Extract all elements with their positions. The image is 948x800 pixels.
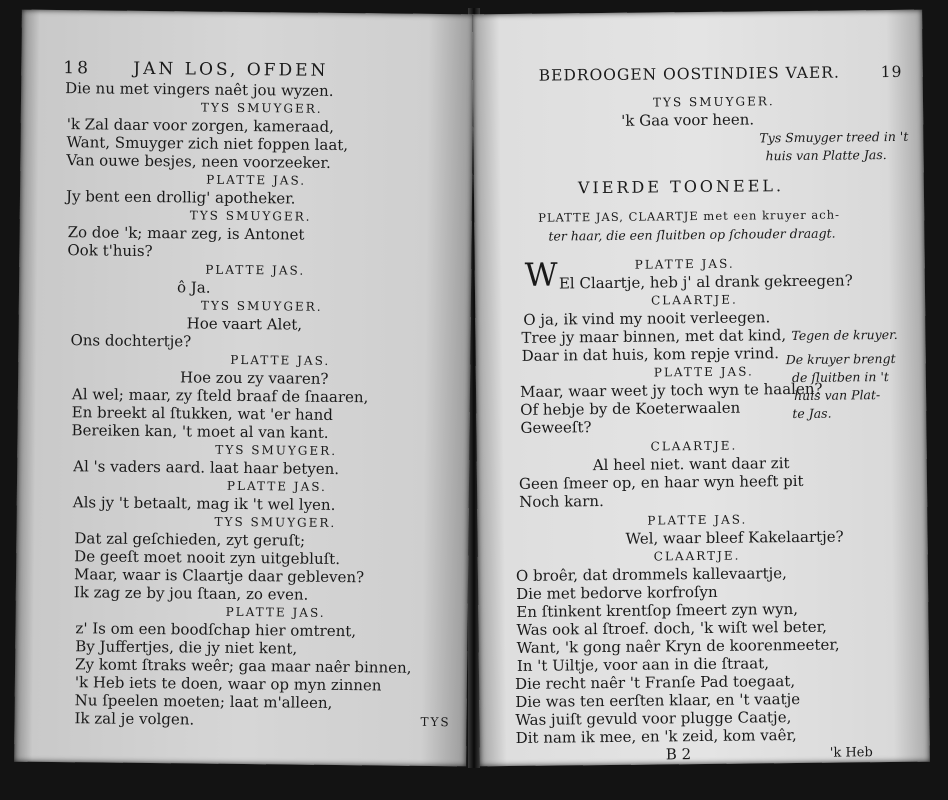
text-line: O broêr, dat drommels kallevaartje,: [515, 564, 787, 585]
text-line: De geeſt moet nooit zyn uitgebluſt.: [74, 547, 341, 569]
text-line: Bereiken kan, 't moet al van kant.: [71, 421, 329, 442]
speaker-name: TYS SMUYGER.: [200, 100, 323, 116]
text-line: Van ouwe besjes, neen voorzeeker.: [66, 151, 331, 172]
running-head: BEDROOGEN OOSTINDIES VAER.: [538, 63, 840, 85]
drop-cap: W: [524, 255, 558, 294]
text-line: Hoe vaart Alet,: [186, 314, 303, 334]
text-line: Zy komt ſtraks weêr; gaa maar naêr binnen,: [75, 655, 412, 677]
speaker-name: TYS SMUYGER.: [214, 514, 337, 530]
text-line: Al heel niet. want daar zit: [592, 454, 790, 475]
page-number: 19: [880, 62, 903, 82]
text-line: O ja, ik vind my nooit verleegen.: [523, 308, 771, 329]
text-line: Hoe zou zy vaaren?: [180, 368, 329, 388]
left-page: [14, 10, 474, 767]
text-line: Dit nam ik mee, en 'k zeid, kom vaêr,: [515, 726, 797, 747]
speaker-name: CLAARTJE.: [653, 548, 741, 564]
text-line: Maar, waar weet jy toch wyn te haalen?: [519, 379, 823, 401]
stage-direction: Tegen de kruyer.: [791, 326, 898, 344]
stage-direction: de ſluitben in 't: [791, 369, 889, 386]
scene-cast-direction: ter haar, die een ſluitben op ſchouder draagt.: [548, 225, 836, 244]
speaker-name: TYS SMUYGER.: [215, 442, 338, 458]
text-line: Zo doe 'k; maar zeg, is Antonet: [67, 223, 305, 244]
speaker-name: PLATTE JAS.: [226, 478, 327, 494]
text-line: Die nu met vingers naêt jou wyzen.: [65, 79, 334, 100]
text-line: 'k Heb iets te doen, waar op myn zinnen: [74, 673, 382, 695]
text-line: Die recht naêr 't Franſe Pad toegaat,: [514, 672, 796, 693]
speaker-name: CLAARTJE.: [650, 438, 738, 454]
text-line: Maar, waar is Claartje daar gebleven?: [73, 565, 365, 587]
signature-mark: B 2: [665, 745, 692, 764]
speaker-name: PLATTE JAS.: [647, 512, 748, 528]
text-line: By Juffertjes, die jy niet kent,: [75, 637, 298, 658]
text-line: In 't Uiltje, voor aan in die ſtraat,: [516, 654, 770, 675]
text-line: Was ook al ſtroef. doch, 'k wiſt wel beter,: [516, 617, 827, 639]
scene-cast: PLATTE JAS, CLAARTJE met een kruyer ach-: [538, 207, 841, 225]
text-line: Wel, waar bleef Kakelaartje?: [625, 527, 844, 548]
text-line: Jy bent een drollig' apotheker.: [65, 187, 296, 208]
page-number: 18: [63, 58, 92, 79]
speaker-name: PLATTE JAS.: [206, 172, 307, 188]
speaker-name: PLATTE JAS.: [205, 262, 306, 278]
text-line: El Claartje, heb j' al drank gekreegen?: [558, 271, 853, 293]
speaker-name: PLATTE JAS.: [634, 256, 735, 272]
text-line: Nu ſpeelen moeten; laat m'alleen,: [74, 691, 333, 712]
text-line: Want, Smuyger zich niet foppen laat,: [66, 133, 349, 155]
speaker-name: TYS SMUYGER.: [200, 298, 323, 314]
text-line: ô Ja.: [176, 278, 211, 297]
text-line: Ik zag ze by jou ſtaan, zo even.: [73, 583, 309, 604]
speaker-name: TYS SMUYGER.: [652, 94, 775, 110]
text-line: z' Is om een boodſchap hier omtrent,: [75, 619, 357, 641]
stage-direction: huis van Platte Jas.: [765, 147, 887, 164]
text-line: Tree jy maar binnen, met dat kind,: [521, 326, 787, 347]
text-line: Of hebje by de Koeterwaalen: [520, 398, 741, 419]
text-line: Geweeſt?: [520, 418, 592, 437]
text-line: Geen ſmeer op, en haar wyn heeft pit: [518, 471, 804, 493]
text-line: Want, 'k gong naêr Kryn de koorenmeeter,: [516, 635, 840, 657]
running-head: JAN LOS, OFDEN: [133, 58, 329, 81]
text-line: Die was ten eerſten klaar, en 't vaatje: [515, 689, 801, 711]
text-line: Daar in dat huis, kom repje vrind.: [521, 344, 780, 365]
catchword: 'k Heb: [829, 745, 873, 761]
text-line: Dat zal geſchieden, zyt geruſt;: [74, 529, 306, 550]
text-line: 'k Gaa voor heen.: [621, 110, 755, 130]
stage-direction: Tys Smuyger treed in 't: [759, 128, 909, 146]
text-line: Noch karn.: [519, 492, 604, 511]
speaker-name: PLATTE JAS.: [653, 364, 754, 380]
speaker-name: PLATTE JAS.: [225, 604, 326, 620]
text-line: Ons dochtertje?: [70, 331, 192, 351]
speaker-name: PLATTE JAS.: [230, 352, 331, 368]
right-page: [472, 10, 930, 767]
scene-title: VIERDE TOONEEL.: [577, 176, 785, 198]
stage-direction: De kruyer brengt: [785, 350, 896, 368]
text-line: En ſtinkent krentſop ſmeert zyn wyn,: [516, 599, 799, 621]
text-line: Als jy 't betaalt, mag ik 't wel lyen.: [72, 493, 336, 514]
speaker-name: CLAARTJE.: [651, 292, 738, 308]
stage-direction: te Jas.: [792, 405, 832, 422]
text-line: 'k Zal daar voor zorgen, kameraad,: [66, 115, 334, 136]
stage-direction: huis van Plat-: [794, 387, 881, 404]
text-line: Al wel; maar, zy ſteld braaf de ſnaaren,: [71, 385, 369, 407]
text-line: En breekt al ſtukken, wat 'er hand: [71, 403, 334, 424]
speaker-name: TYS SMUYGER.: [189, 208, 312, 224]
text-line: Ook t'huis?: [67, 241, 153, 261]
text-line: Was juiſt gevuld voor plugge Caatje,: [515, 708, 792, 729]
text-line: Al 's vaders aard. laat haar betyen.: [73, 457, 340, 479]
catchword: TYS: [420, 714, 451, 730]
text-line: Die met bedorve korfroſyn: [516, 582, 718, 603]
text-line: Ik zal je volgen.: [74, 709, 195, 729]
